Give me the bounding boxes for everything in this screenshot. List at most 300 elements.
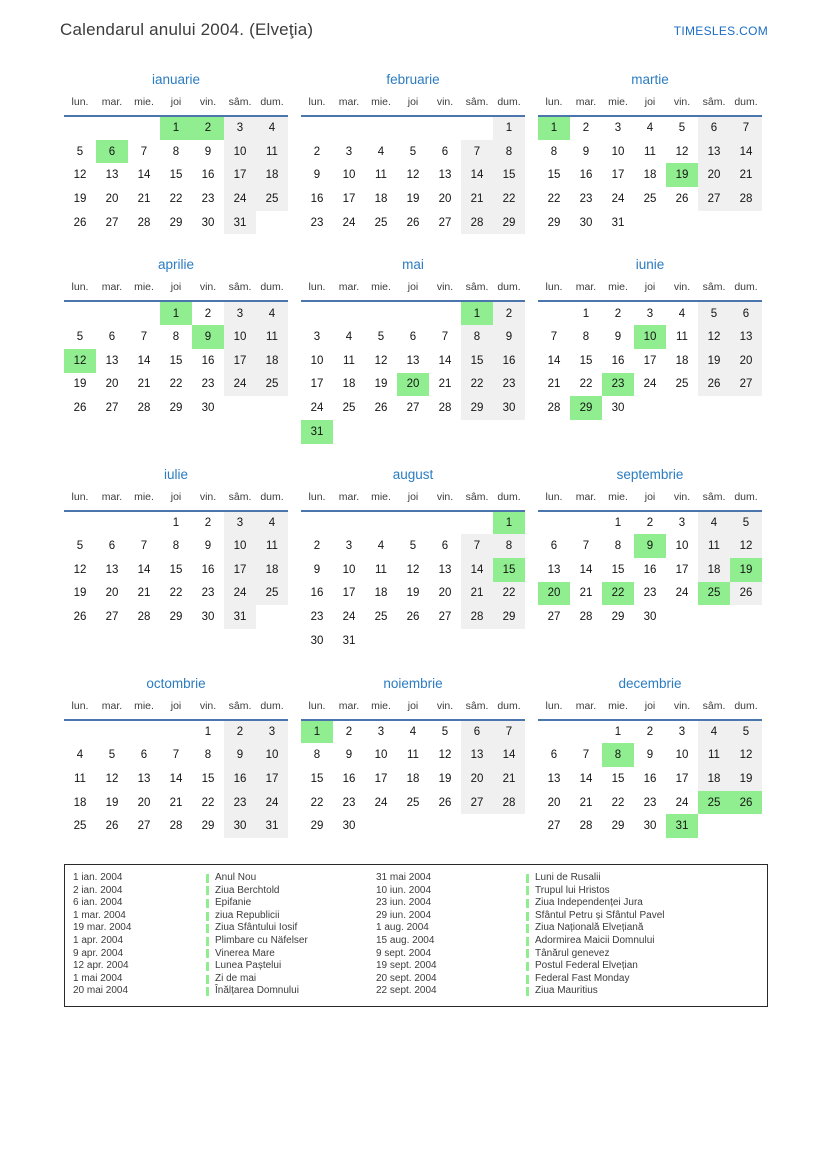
week-row	[64, 211, 288, 235]
weekday-header: mie.	[365, 277, 397, 301]
day-cell: 4	[345, 330, 353, 343]
day-cell: 28	[493, 791, 525, 815]
month-calendar-table	[301, 696, 525, 838]
month-septembrie	[538, 466, 762, 629]
empty-cell	[301, 116, 333, 140]
day-cell: 22	[579, 378, 593, 391]
legend-date: 20 mai 2004	[73, 985, 129, 997]
empty-cell	[96, 116, 128, 140]
day-cell: 2	[646, 726, 654, 739]
day-cell: 3	[614, 122, 622, 135]
day-cell: 23	[602, 373, 634, 397]
day-cell: 25	[256, 373, 288, 397]
weekday-header: sâm.	[698, 92, 730, 116]
empty-cell	[301, 301, 333, 325]
legend-date: 10 iun. 2004	[376, 884, 432, 896]
week-row	[64, 720, 288, 744]
day-cell: 15	[547, 169, 561, 182]
day-cell: 25	[73, 820, 87, 833]
day-cell: 12	[406, 169, 420, 182]
day-cell: 4	[678, 307, 686, 320]
day-cell: 5	[698, 301, 730, 325]
day-cell: 14	[137, 354, 151, 367]
empty-cell	[64, 116, 96, 140]
legend-row	[73, 960, 759, 973]
day-cell: 30	[643, 820, 657, 833]
day-cell: 7	[140, 145, 148, 158]
day-cell: 3	[345, 145, 353, 158]
day-cell: 24	[374, 796, 388, 809]
week-row	[301, 140, 525, 164]
day-cell: 18	[675, 354, 689, 367]
empty-cell	[365, 116, 397, 140]
legend-holiday-label: Tânărul genevez	[535, 947, 610, 959]
day-cell: 27	[730, 373, 762, 397]
day-cell: 14	[579, 563, 593, 576]
empty-cell	[397, 511, 429, 535]
day-cell: 4	[646, 122, 654, 135]
day-cell: 18	[374, 192, 388, 205]
month-martie	[538, 71, 762, 234]
legend-holiday-name	[526, 910, 759, 923]
weekday-header: mie.	[602, 696, 634, 720]
day-cell: 25	[643, 192, 657, 205]
weekday-header: vin.	[192, 696, 224, 720]
empty-cell	[493, 814, 525, 838]
weekday-header: mie.	[365, 487, 397, 511]
legend-holiday-label: Înălțarea Domnului	[215, 985, 299, 997]
day-cell: 8	[602, 743, 634, 767]
legend-date: 1 mar. 2004	[73, 909, 126, 921]
week-row	[64, 582, 288, 606]
day-cell: 13	[406, 354, 420, 367]
week-row	[64, 163, 288, 187]
day-cell: 16	[643, 563, 657, 576]
week-row	[64, 187, 288, 211]
legend-row	[73, 922, 759, 935]
day-cell: 10	[256, 743, 288, 767]
day-cell: 27	[406, 402, 420, 415]
day-cell: 9	[313, 169, 321, 182]
day-cell: 4	[698, 511, 730, 535]
weekday-header: dum.	[730, 696, 762, 720]
holiday-marker	[206, 886, 209, 895]
weekday-header: sâm.	[224, 487, 256, 511]
day-cell: 1	[582, 307, 590, 320]
empty-cell	[666, 396, 698, 420]
empty-cell	[365, 814, 397, 838]
legend-date: 31 mai 2004	[376, 872, 432, 883]
day-cell: 18	[643, 169, 657, 182]
day-cell: 13	[730, 325, 762, 349]
month-title: martie	[631, 72, 669, 87]
day-cell: 14	[493, 743, 525, 767]
day-cell: 23	[310, 611, 324, 624]
legend-row	[73, 948, 759, 961]
week-row	[538, 140, 762, 164]
legend-holiday-label: Plimbare cu Näfelser	[215, 934, 308, 946]
day-cell: 13	[547, 772, 561, 785]
legend-row	[73, 973, 759, 986]
month-iulie	[64, 466, 288, 629]
day-cell: 9	[582, 145, 590, 158]
day-cell: 19	[406, 192, 420, 205]
day-cell: 10	[310, 354, 324, 367]
day-cell: 19	[73, 192, 87, 205]
weekday-header: joi	[397, 487, 429, 511]
day-cell: 20	[461, 767, 493, 791]
week-row	[64, 373, 288, 397]
day-cell: 11	[698, 743, 730, 767]
day-cell: 17	[342, 587, 356, 600]
holiday-marker	[526, 937, 529, 946]
day-cell: 21	[547, 378, 561, 391]
week-row	[301, 163, 525, 187]
day-cell: 30	[493, 396, 525, 420]
empty-cell	[365, 301, 397, 325]
month-calendar-table	[538, 487, 762, 629]
weekday-header: vin.	[666, 92, 698, 116]
empty-cell	[570, 511, 602, 535]
day-cell: 12	[406, 563, 420, 576]
day-cell: 12	[64, 349, 96, 373]
weekday-header: joi	[160, 696, 192, 720]
day-cell: 22	[169, 587, 183, 600]
week-row	[538, 558, 762, 582]
weekday-header: lun.	[538, 277, 570, 301]
legend-date: 15 aug. 2004	[376, 934, 435, 946]
legend-holiday-name	[206, 935, 376, 948]
month-calendar-table	[64, 696, 288, 838]
day-cell: 3	[646, 307, 654, 320]
day-cell: 26	[374, 402, 388, 415]
legend-holiday-name	[526, 922, 759, 935]
week-row	[301, 814, 525, 838]
week-row	[64, 558, 288, 582]
holiday-marker	[526, 912, 529, 921]
day-cell: 23	[201, 192, 215, 205]
day-cell: 11	[256, 534, 288, 558]
weekday-header: sâm.	[461, 92, 493, 116]
day-cell: 24	[675, 796, 689, 809]
empty-cell	[397, 420, 429, 444]
day-cell: 1	[614, 516, 622, 529]
empty-cell	[461, 814, 493, 838]
day-cell: 21	[169, 796, 183, 809]
weekday-header: lun.	[64, 92, 96, 116]
day-cell: 14	[169, 772, 183, 785]
day-cell: 22	[493, 582, 525, 606]
week-row	[538, 325, 762, 349]
day-cell: 5	[730, 720, 762, 744]
month-title: februarie	[386, 72, 440, 87]
week-row	[538, 605, 762, 629]
day-cell: 10	[224, 140, 256, 164]
weekday-header: lun.	[301, 696, 333, 720]
day-cell: 28	[579, 611, 593, 624]
day-cell: 24	[256, 791, 288, 815]
day-cell: 2	[192, 116, 224, 140]
day-cell: 8	[614, 540, 622, 553]
weekday-header: mie.	[365, 696, 397, 720]
weekday-header: sâm.	[698, 277, 730, 301]
empty-cell	[96, 720, 128, 744]
day-cell: 12	[105, 772, 119, 785]
weekday-header: mar.	[570, 487, 602, 511]
week-row	[301, 582, 525, 606]
day-cell: 16	[579, 169, 593, 182]
day-cell: 17	[342, 192, 356, 205]
day-cell: 14	[438, 354, 452, 367]
day-cell: 19	[406, 587, 420, 600]
weekday-header: sâm.	[698, 487, 730, 511]
day-cell: 2	[204, 307, 212, 320]
day-cell: 24	[342, 611, 356, 624]
month-iunie	[538, 256, 762, 419]
empty-cell	[634, 396, 666, 420]
weekday-header: lun.	[301, 487, 333, 511]
day-cell: 11	[676, 330, 688, 343]
day-cell: 12	[73, 169, 87, 182]
day-cell: 30	[643, 611, 657, 624]
legend-holiday-label: Zi de mai	[215, 972, 257, 984]
day-cell: 2	[345, 726, 353, 739]
week-row	[301, 743, 525, 767]
legend-holiday-name	[206, 960, 376, 973]
day-cell: 10	[634, 325, 666, 349]
day-cell: 10	[374, 749, 388, 762]
month-title: octombrie	[146, 675, 206, 691]
day-cell: 28	[137, 611, 151, 624]
day-cell: 10	[224, 534, 256, 558]
week-row	[64, 743, 288, 767]
day-cell: 13	[461, 743, 493, 767]
day-cell: 12	[73, 563, 87, 576]
weekday-header: vin.	[429, 92, 461, 116]
holiday-marker	[526, 899, 529, 908]
weekday-header: vin.	[429, 487, 461, 511]
legend-row	[73, 935, 759, 948]
day-cell: 15	[493, 558, 525, 582]
week-row	[301, 211, 525, 235]
weekday-header: joi	[160, 487, 192, 511]
day-cell: 11	[343, 354, 355, 367]
day-cell: 22	[310, 796, 324, 809]
month-calendar-table	[64, 487, 288, 629]
day-cell: 6	[140, 749, 148, 762]
weekday-header: sâm.	[461, 487, 493, 511]
week-row	[538, 116, 762, 140]
legend-holiday-name	[206, 897, 376, 910]
day-cell: 2	[493, 301, 525, 325]
weekday-header: mie.	[128, 696, 160, 720]
week-row	[538, 301, 762, 325]
legend-holiday-name	[206, 910, 376, 923]
empty-cell	[429, 629, 461, 653]
holiday-marker	[526, 962, 529, 971]
week-row	[538, 511, 762, 535]
day-cell: 3	[345, 540, 353, 553]
holiday-marker	[206, 962, 209, 971]
day-cell: 5	[76, 145, 84, 158]
legend-holiday-label: Epifanie	[215, 897, 252, 909]
day-cell: 27	[105, 611, 119, 624]
empty-cell	[461, 629, 493, 653]
empty-cell	[461, 116, 493, 140]
weekday-header: sâm.	[698, 696, 730, 720]
day-cell: 1	[160, 301, 192, 325]
week-row	[64, 814, 288, 838]
day-cell: 17	[643, 354, 657, 367]
day-cell: 13	[547, 563, 561, 576]
weekday-header: mie.	[602, 277, 634, 301]
day-cell: 7	[140, 540, 148, 553]
day-cell: 23	[201, 587, 215, 600]
legend-holiday-name	[526, 948, 759, 961]
legend-date: 1 apr. 2004	[73, 934, 124, 946]
weekday-header: mie.	[128, 92, 160, 116]
day-cell: 22	[461, 373, 493, 397]
day-cell: 11	[375, 169, 387, 182]
day-cell: 6	[550, 540, 558, 553]
day-cell: 30	[310, 634, 324, 647]
day-cell: 13	[105, 563, 119, 576]
day-cell: 13	[698, 140, 730, 164]
month-calendar-table	[64, 92, 288, 234]
day-cell: 15	[169, 354, 183, 367]
holiday-marker	[206, 975, 209, 984]
empty-cell	[256, 605, 288, 629]
day-cell: 16	[493, 349, 525, 373]
month-august	[301, 466, 525, 653]
month-title: decembrie	[618, 675, 682, 691]
day-cell: 11	[698, 534, 730, 558]
legend-holiday-label: Federal Fast Monday	[535, 972, 630, 984]
day-cell: 16	[201, 169, 215, 182]
day-cell: 22	[201, 796, 215, 809]
day-cell: 21	[137, 192, 151, 205]
week-row	[64, 325, 288, 349]
weekday-header: sâm.	[224, 277, 256, 301]
day-cell: 27	[461, 791, 493, 815]
weekday-header: mie.	[602, 92, 634, 116]
day-cell: 25	[675, 378, 689, 391]
legend-date: 1 ian. 2004	[73, 872, 123, 883]
legend-holiday-name	[526, 973, 759, 986]
holiday-marker	[526, 949, 529, 958]
day-cell: 28	[137, 216, 151, 229]
day-cell: 1	[301, 720, 333, 744]
week-row	[538, 720, 762, 744]
day-cell: 13	[438, 169, 452, 182]
holiday-marker	[206, 924, 209, 933]
day-cell: 21	[579, 587, 593, 600]
day-cell: 29	[201, 820, 215, 833]
legend-holiday-name	[526, 885, 759, 898]
day-cell: 21	[137, 378, 151, 391]
day-cell: 28	[169, 820, 183, 833]
day-cell: 8	[493, 534, 525, 558]
weekday-header: joi	[397, 92, 429, 116]
day-cell: 17	[256, 767, 288, 791]
day-cell: 22	[602, 582, 634, 606]
day-cell: 12	[675, 145, 689, 158]
legend-holiday-label: Vinerea Mare	[215, 947, 275, 959]
day-cell: 2	[614, 307, 622, 320]
holiday-marker	[526, 924, 529, 933]
month-title: mai	[402, 257, 424, 273]
week-row	[301, 349, 525, 373]
empty-cell	[160, 720, 192, 744]
day-cell: 5	[377, 330, 385, 343]
holiday-marker	[206, 874, 209, 883]
day-cell: 2	[313, 540, 321, 553]
day-cell: 11	[375, 563, 387, 576]
legend-holiday-label: Ziua Sfântului Iosif	[215, 922, 298, 934]
day-cell: 6	[441, 540, 449, 553]
day-cell: 27	[547, 611, 561, 624]
day-cell: 4	[377, 145, 385, 158]
day-cell: 18	[256, 349, 288, 373]
day-cell: 7	[461, 140, 493, 164]
day-cell: 1	[204, 726, 212, 739]
day-cell: 10	[342, 563, 356, 576]
day-cell: 31	[224, 605, 256, 629]
month-calendar-table	[64, 277, 288, 419]
weekday-header: vin.	[429, 277, 461, 301]
day-cell: 16	[643, 772, 657, 785]
week-row	[301, 558, 525, 582]
day-cell: 20	[438, 587, 452, 600]
day-cell: 2	[582, 122, 590, 135]
day-cell: 25	[342, 402, 356, 415]
day-cell: 11	[256, 140, 288, 164]
day-cell: 18	[698, 558, 730, 582]
weekday-header: sâm.	[461, 696, 493, 720]
empty-cell	[730, 396, 762, 420]
day-cell: 10	[224, 325, 256, 349]
empty-cell	[64, 511, 96, 535]
empty-cell	[666, 211, 698, 235]
day-cell: 23	[643, 796, 657, 809]
empty-cell	[634, 211, 666, 235]
week-row	[64, 396, 288, 420]
day-cell: 18	[256, 558, 288, 582]
weekday-header: vin.	[666, 487, 698, 511]
day-cell: 29	[169, 216, 183, 229]
empty-cell	[538, 511, 570, 535]
week-row	[538, 534, 762, 558]
empty-cell	[429, 511, 461, 535]
legend-date: 20 sept. 2004	[376, 972, 437, 984]
holiday-marker	[206, 987, 209, 996]
month-octombrie	[64, 675, 288, 838]
day-cell: 11	[74, 772, 86, 785]
holiday-marker	[206, 912, 209, 921]
day-cell: 15	[169, 169, 183, 182]
day-cell: 21	[579, 796, 593, 809]
weekday-header: mie.	[602, 487, 634, 511]
day-cell: 31	[224, 211, 256, 235]
day-cell: 11	[407, 749, 419, 762]
legend-holiday-label: Anul Nou	[215, 872, 257, 883]
empty-cell	[365, 420, 397, 444]
empty-cell	[461, 511, 493, 535]
day-cell: 26	[675, 192, 689, 205]
site-link[interactable]: TIMESLES.COM	[673, 24, 768, 38]
weekday-header: joi	[160, 277, 192, 301]
day-cell: 4	[256, 116, 288, 140]
